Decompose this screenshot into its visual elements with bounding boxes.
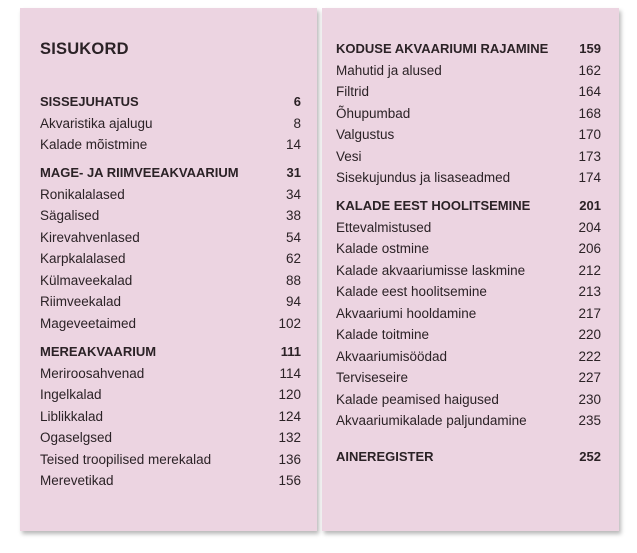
toc-entry-label: Akvaristika ajalugu bbox=[40, 115, 153, 131]
toc-entry-label: Vesi bbox=[336, 148, 362, 164]
toc-entry[interactable] bbox=[40, 230, 301, 252]
toc-entry-page: 120 bbox=[278, 387, 301, 402]
toc-entry-label: Terviseseire bbox=[336, 370, 409, 385]
toc-entry-page: 156 bbox=[278, 473, 301, 488]
toc-entry-page: 164 bbox=[578, 84, 601, 99]
toc-entry-label: Liblikkalad bbox=[40, 408, 104, 424]
toc-entry-label: Karpkalalased bbox=[40, 251, 126, 266]
toc-entry[interactable] bbox=[40, 366, 301, 388]
toc-entry-label: Ingelkalad bbox=[40, 387, 102, 402]
toc-entry-page: 88 bbox=[285, 272, 301, 288]
toc-entry[interactable] bbox=[40, 294, 301, 316]
toc-entry-page: 222 bbox=[578, 348, 601, 364]
toc-entry-page: 162 bbox=[578, 62, 601, 78]
toc-entry-page: 62 bbox=[285, 251, 301, 266]
section-heading-label: KODUSE AKVAARIUMI RAJAMINE bbox=[336, 41, 549, 56]
toc-entry[interactable] bbox=[336, 284, 601, 306]
toc-entry[interactable] bbox=[40, 187, 301, 209]
toc-entry-page: 132 bbox=[278, 430, 301, 445]
section-heading[interactable] bbox=[40, 165, 301, 187]
toc-entry[interactable] bbox=[336, 306, 601, 328]
toc-entry[interactable] bbox=[336, 170, 601, 192]
toc-entry-label: Kalade akvaariumisse laskmine bbox=[336, 262, 526, 278]
toc-entry-page: 220 bbox=[578, 327, 601, 342]
toc-entry-page: 102 bbox=[278, 315, 301, 331]
toc-entry-page: 34 bbox=[285, 186, 301, 202]
toc-entry-label: Akvaariumikalade paljundamine bbox=[336, 413, 527, 428]
toc-entry-label: Ronikalalased bbox=[40, 186, 125, 202]
toc-entry-label: Riimveekalad bbox=[40, 294, 122, 309]
toc-entry-page: 54 bbox=[285, 229, 301, 245]
toc-entry[interactable] bbox=[336, 370, 601, 392]
section-freshwater bbox=[40, 165, 301, 337]
section-heading[interactable] bbox=[336, 449, 601, 471]
toc-entry-page: 8 bbox=[293, 115, 301, 131]
toc-entry[interactable] bbox=[336, 392, 601, 414]
toc-entry[interactable] bbox=[40, 430, 301, 452]
toc-entry[interactable] bbox=[336, 241, 601, 263]
section-heading-page: 159 bbox=[579, 41, 601, 56]
toc-entry-label: Sisekujundus ja lisaseadmed bbox=[336, 170, 511, 185]
toc-entry-label: Külmaveekalad bbox=[40, 272, 133, 288]
toc-entry-label: Filtrid bbox=[336, 84, 369, 99]
toc-entry-page: 213 bbox=[578, 284, 601, 299]
section-marine bbox=[40, 344, 301, 495]
toc-entry[interactable] bbox=[336, 63, 601, 85]
toc-entry[interactable] bbox=[40, 208, 301, 230]
page-title: SISUKORD bbox=[40, 40, 129, 58]
toc-entry[interactable] bbox=[336, 413, 601, 435]
toc-entry[interactable] bbox=[40, 316, 301, 338]
toc-entry-page: 170 bbox=[578, 127, 601, 142]
toc-entry[interactable] bbox=[336, 349, 601, 371]
toc-entry-label: Akvaariumi hooldamine bbox=[336, 305, 477, 321]
toc-entry[interactable] bbox=[336, 263, 601, 285]
toc-entry-label: Kalade toitmine bbox=[336, 327, 430, 342]
toc-entry-page: 204 bbox=[578, 219, 601, 235]
toc-entry[interactable] bbox=[40, 452, 301, 474]
toc-entry[interactable] bbox=[40, 251, 301, 273]
toc-entry-label: Kalade ostmine bbox=[336, 241, 430, 256]
toc-entry-page: 212 bbox=[578, 262, 601, 278]
section-introduction bbox=[40, 94, 301, 159]
toc-entry-label: Valgustus bbox=[336, 127, 395, 142]
toc-entry-page: 235 bbox=[578, 413, 601, 428]
right-page bbox=[322, 8, 619, 531]
section-heading-page: 111 bbox=[280, 344, 301, 359]
section-heading-label: SISSEJUHATUS bbox=[40, 94, 139, 109]
toc-entry-page: 14 bbox=[285, 137, 301, 152]
toc-entry-page: 114 bbox=[279, 365, 301, 381]
toc-entry-label: Ogaselgsed bbox=[40, 430, 113, 445]
section-heading-label: AINEREGISTER bbox=[336, 449, 434, 464]
section-heading-page: 31 bbox=[286, 165, 301, 180]
toc-entry-page: 94 bbox=[285, 294, 301, 309]
section-heading-page: 201 bbox=[579, 198, 601, 213]
toc-entry-label: Kalade peamised haigused bbox=[336, 391, 499, 407]
toc-entry[interactable] bbox=[336, 149, 601, 171]
toc-entry[interactable] bbox=[336, 106, 601, 128]
toc-entry-page: 227 bbox=[578, 370, 601, 385]
section-heading-page: 252 bbox=[579, 449, 601, 464]
toc-entry-page: 174 bbox=[578, 170, 601, 185]
section-heading[interactable] bbox=[40, 344, 301, 366]
toc-entry[interactable] bbox=[336, 127, 601, 149]
section-heading[interactable] bbox=[40, 94, 301, 116]
toc-entry-page: 38 bbox=[285, 208, 301, 223]
toc-entry[interactable] bbox=[40, 473, 301, 495]
toc-entry-label: Mahutid ja alused bbox=[336, 62, 442, 78]
toc-entry-label: Õhupumbad bbox=[336, 105, 411, 121]
toc-entry[interactable] bbox=[40, 116, 301, 138]
toc-entry-label: Sägalised bbox=[40, 208, 100, 223]
section-index bbox=[336, 449, 601, 471]
section-heading-label: MAGE- JA RIIMVEEAKVAARIUM bbox=[40, 165, 239, 180]
toc-entry-label: Kalade eest hoolitsemine bbox=[336, 284, 487, 299]
toc-entry[interactable] bbox=[40, 387, 301, 409]
section-home-aquarium bbox=[336, 41, 601, 192]
section-heading[interactable] bbox=[336, 198, 601, 220]
toc-entry-page: 124 bbox=[278, 408, 301, 424]
toc-entry-page: 173 bbox=[578, 148, 601, 164]
toc-entry-label: Meriroosahvenad bbox=[40, 365, 145, 381]
toc-entry[interactable] bbox=[40, 137, 301, 159]
section-heading-label: MEREAKVAARIUM bbox=[40, 344, 157, 359]
toc-entry-page: 217 bbox=[578, 305, 601, 321]
toc-entry-label: Mageveetaimed bbox=[40, 315, 137, 331]
section-heading[interactable] bbox=[336, 41, 601, 63]
toc-entry[interactable] bbox=[40, 409, 301, 431]
toc-entry-page: 136 bbox=[278, 451, 301, 467]
toc-entry[interactable] bbox=[336, 220, 601, 242]
toc-entry-page: 168 bbox=[578, 105, 601, 121]
toc-entry[interactable] bbox=[336, 84, 601, 106]
toc-entry-page: 206 bbox=[578, 241, 601, 256]
section-heading-label: KALADE EEST HOOLITSEMINE bbox=[336, 198, 531, 213]
toc-entry[interactable] bbox=[336, 327, 601, 349]
section-heading-page: 6 bbox=[293, 94, 301, 109]
toc-entry-label: Teised troopilised merekalad bbox=[40, 451, 212, 467]
toc-entry-label: Merevetikad bbox=[40, 473, 114, 488]
section-fish-care bbox=[336, 198, 601, 435]
toc-entry[interactable] bbox=[40, 273, 301, 295]
toc-entry-label: Akvaariumisöödad bbox=[336, 348, 448, 364]
toc-entry-label: Ettevalmistused bbox=[336, 219, 432, 235]
toc-entry-label: Kalade mõistmine bbox=[40, 137, 148, 152]
left-page bbox=[20, 8, 317, 531]
toc-entry-label: Kirevahvenlased bbox=[40, 229, 140, 245]
toc-entry-page: 230 bbox=[578, 391, 601, 407]
